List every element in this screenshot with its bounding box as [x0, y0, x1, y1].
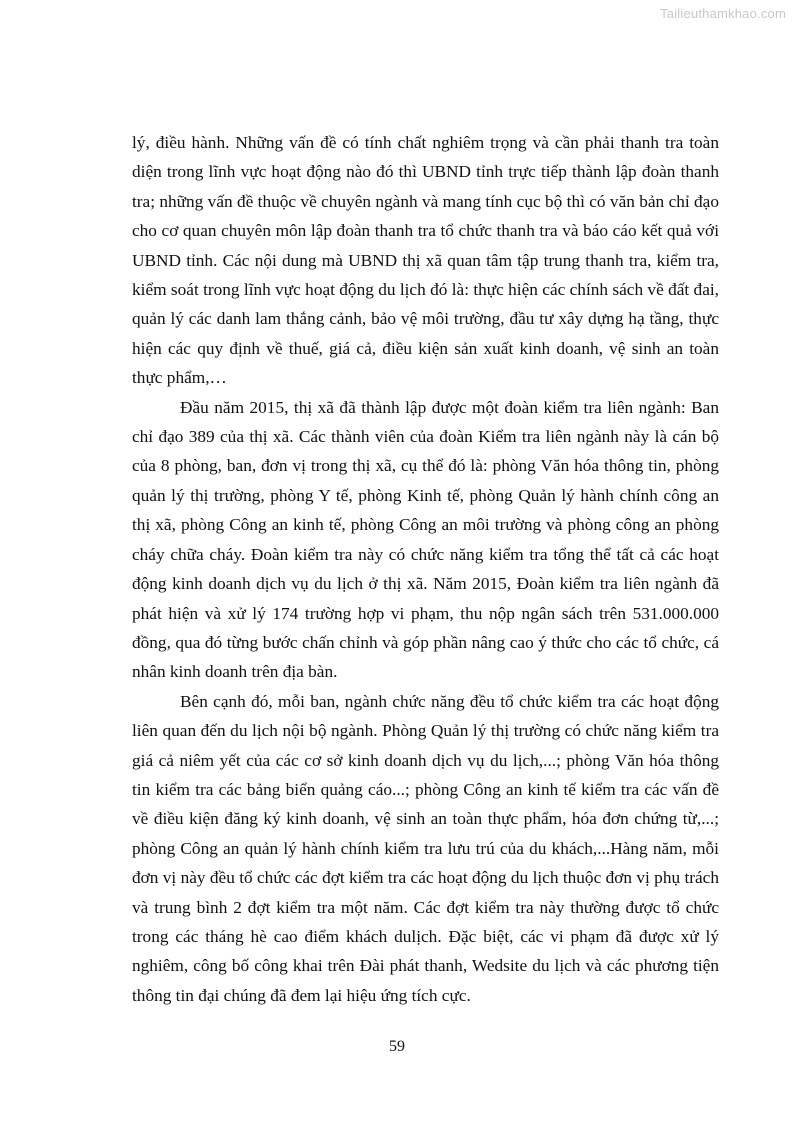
- paragraph-inspection-team: Đầu năm 2015, thị xã đã thành lập được một đoàn kiểm tra liên ngành: Ban chỉ đạo 389 của thị xã. Các thành viên của đoàn Kiểm tra liên ngành này là cán bộ của 8 phòng, ban, đơn vị trong thị xã, cụ thể đó là: phòng Văn hóa thông tin, phòng quản lý thị trường, phòng Y tế, phòng Kinh tế, phòng Quản lý hành chính công an thị xã, phòng Công an kinh tế, phòng Công an môi trường và phòng công an phòng cháy chữa cháy. Đoàn kiểm tra này có chức năng kiểm tra tổng thể tất cả các hoạt động kinh doanh dịch vụ du lịch ở thị xã. Năm 2015, Đoàn kiểm tra liên ngành đã phát hiện và xử lý 174 trường hợp vi phạm, thu nộp ngân sách trên 531.000.000 đồng, qua đó từng bước chấn chỉnh và góp phần nâng cao ý thức cho các tổ chức, cá nhân kinh doanh trên địa bàn.: [132, 397, 719, 682]
- page-body: [132, 128, 719, 1010]
- paragraph-continuation: lý, điều hành. Những vấn đề có tính chất nghiêm trọng và cần phải thanh tra toàn diện trong lĩnh vực hoạt động nào đó thì UBND tỉnh trực tiếp thành lập đoàn thanh tra; những vấn đề thuộc về chuyên ngành và mang tính cục bộ thì có văn bản chỉ đạo cho cơ quan chuyên môn lập đoàn thanh tra tổ chức thanh tra và báo cáo kết quả với UBND tỉnh. Các nội dung mà UBND thị xã quan tâm tập trung thanh tra, kiểm tra, kiểm soát trong lĩnh vực hoạt động du lịch đó là: thực hiện các chính sách về đất đai, quản lý các danh lam thắng cảnh, bảo vệ môi trường, đầu tư xây dựng hạ tầng, thực hiện các quy định về thuế, giá cả, điều kiện sản xuất kinh doanh, vệ sinh an toàn thực phẩm,…: [132, 133, 719, 388]
- page-number: 59: [389, 1038, 405, 1055]
- watermark: Tailieuthamkhao.com: [660, 6, 786, 21]
- paragraph-departmental-inspections: Bên cạnh đó, mỗi ban, ngành chức năng đều tổ chức kiểm tra các hoạt động liên quan đến du lịch nội bộ ngành. Phòng Quản lý thị trường có chức năng kiểm tra giá cả niêm yết của các cơ sở kinh doanh dịch vụ du lịch,...; phòng Văn hóa thông tin kiểm tra các bảng biển quảng cáo...; phòng Công an kinh tế kiểm tra các vấn đề về điều kiện đăng ký kinh doanh, vệ sinh an toàn thực phẩm, hóa đơn chứng từ,...; phòng Công an quản lý hành chính kiểm tra lưu trú của du khách,...Hàng năm, mỗi đơn vị này đều tổ chức các đợt kiểm tra các hoạt động du lịch thuộc đơn vị phụ trách và trung bình 2 đợt kiểm tra một năm. Các đợt kiểm tra này thường được tổ chức trong các tháng hè cao điểm khách dulịch. Đặc biệt, các vi phạm đã được xử lý nghiêm, công bố công khai trên Đài phát thanh, Wedsite du lịch và các phương tiện thông tin đại chúng đã đem lại hiệu ứng tích cực.: [132, 691, 719, 1005]
